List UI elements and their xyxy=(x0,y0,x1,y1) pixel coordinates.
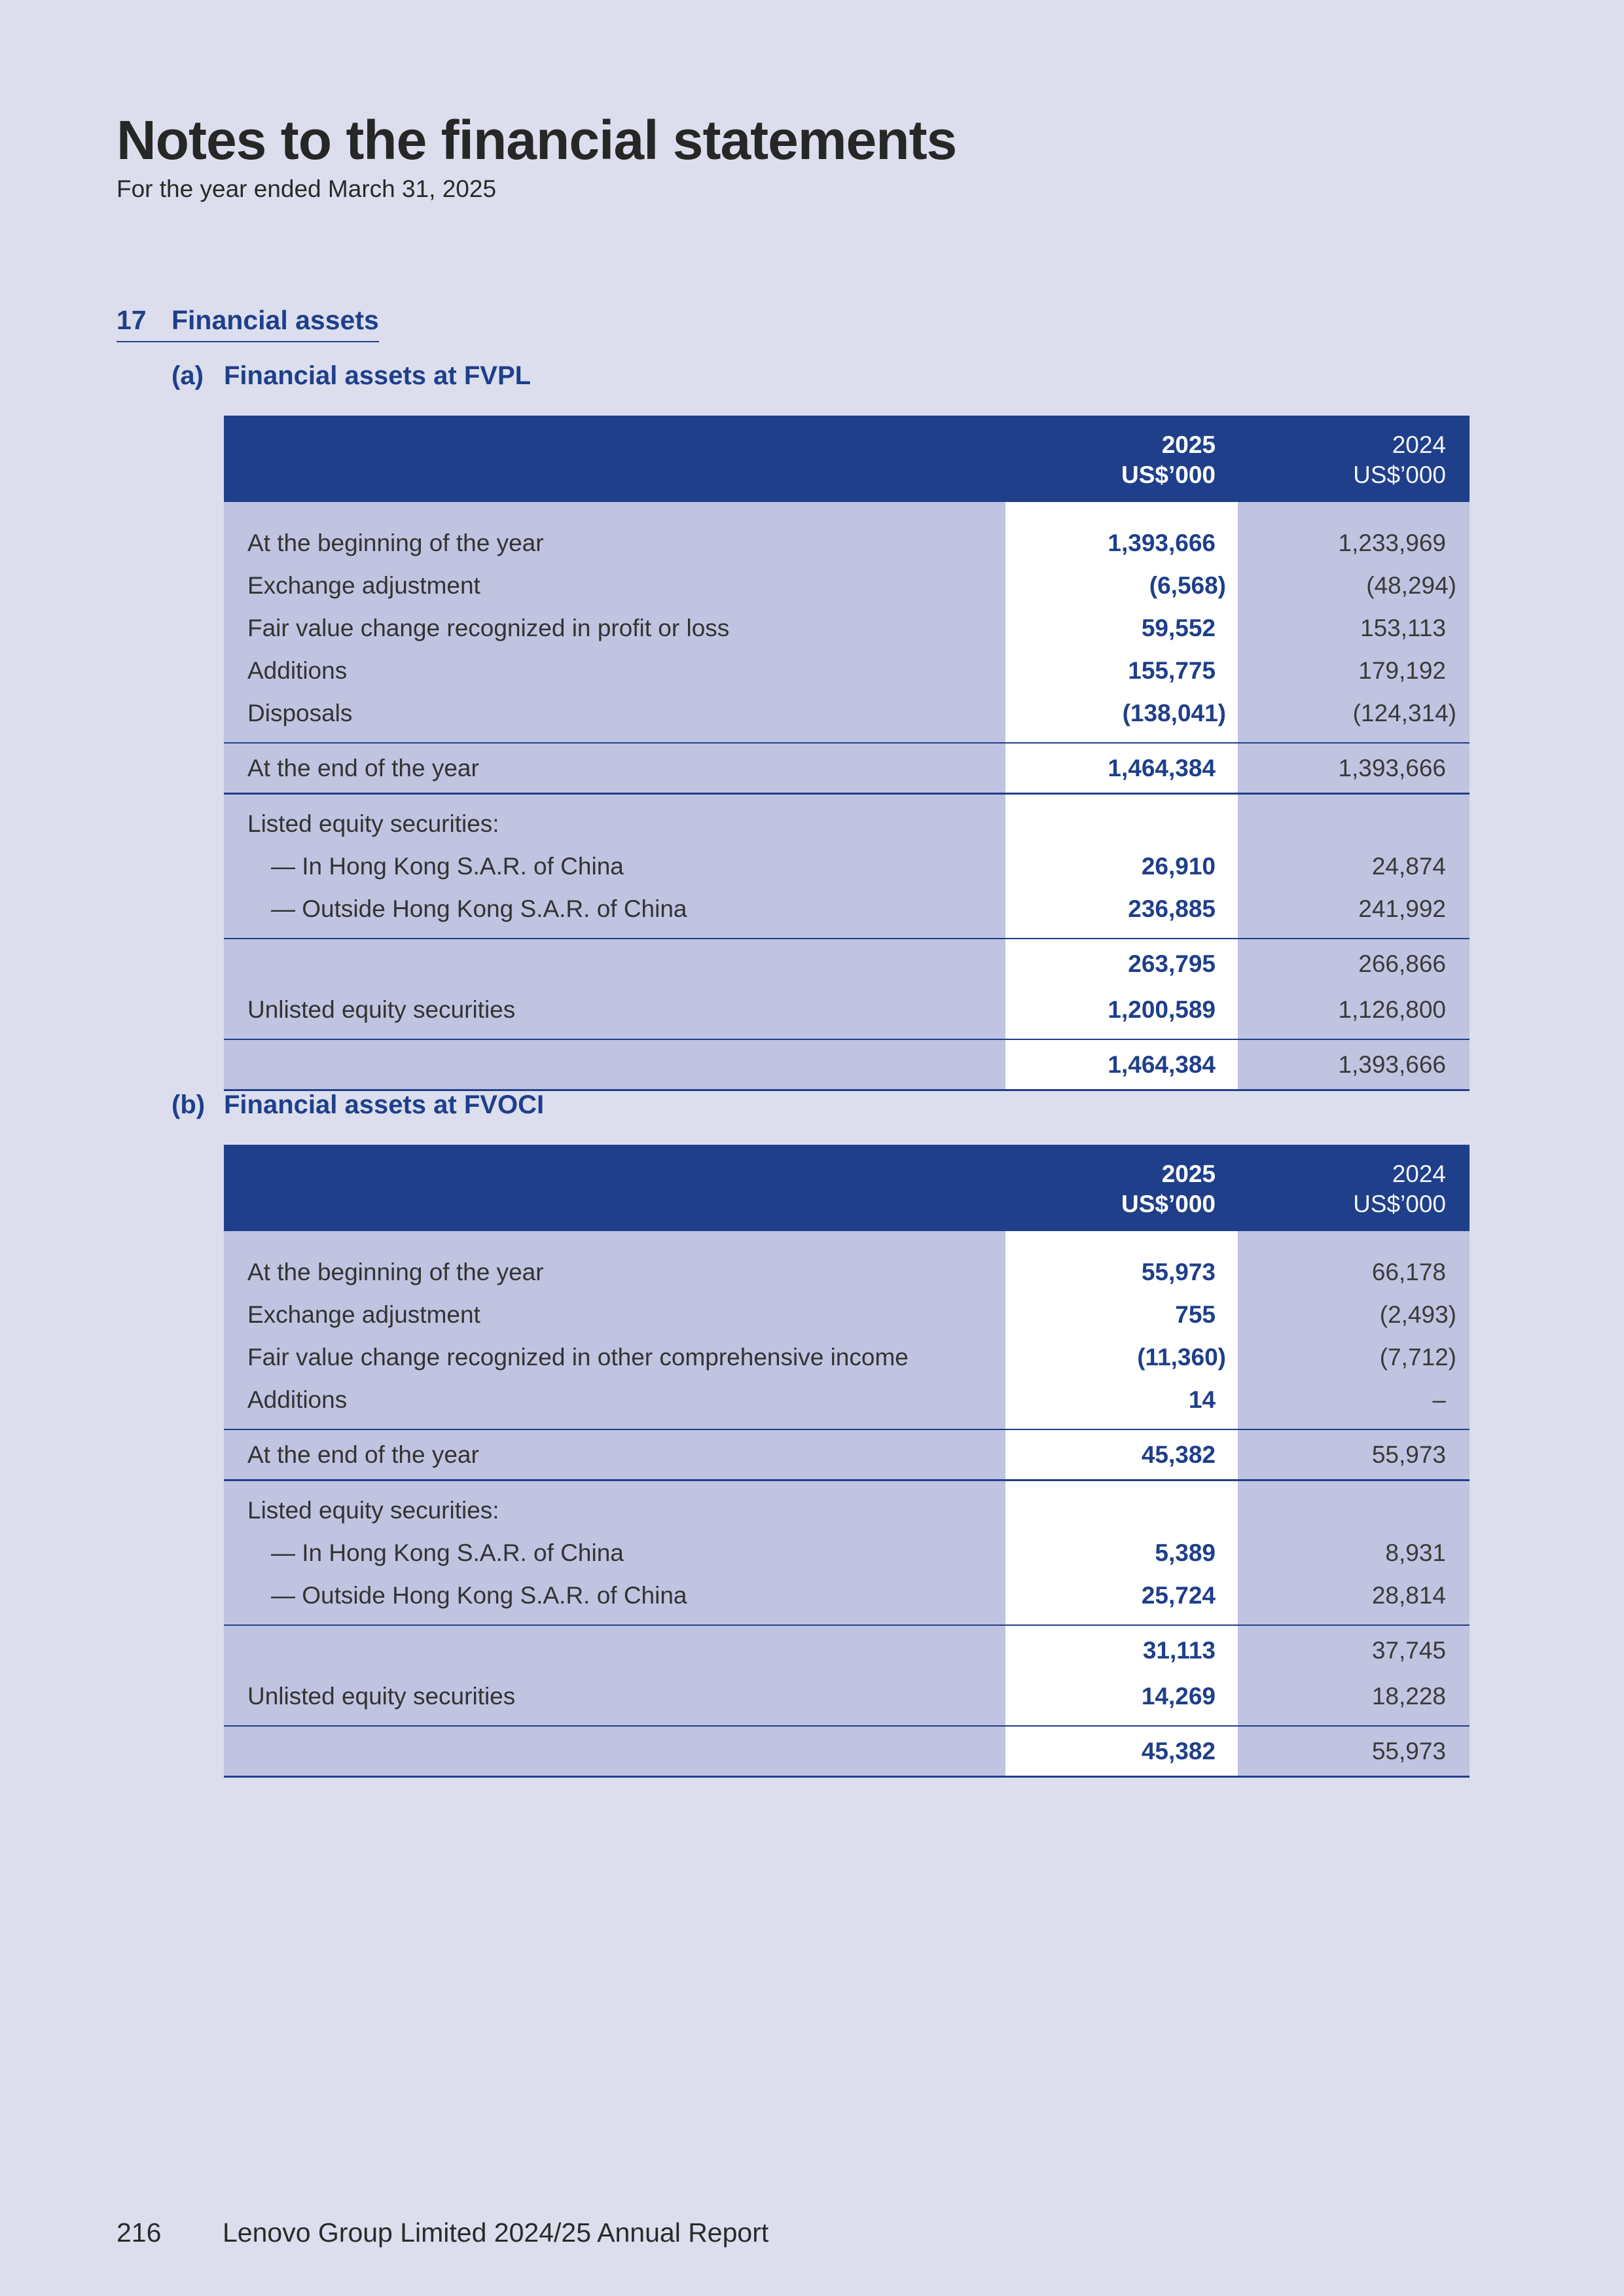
value-2025: 236,885 xyxy=(1128,895,1216,922)
page-title: Notes to the financial statements xyxy=(117,109,957,171)
table-row xyxy=(224,607,1470,649)
value-2025: 755 xyxy=(1175,1301,1216,1328)
table-header xyxy=(224,416,1470,502)
column-unit: US$’000 xyxy=(1353,461,1446,488)
value-2025: 31,113 xyxy=(1142,1637,1216,1664)
column-header-2025 xyxy=(1121,1159,1216,1219)
row-label: At the beginning of the year xyxy=(247,529,544,556)
table-row-total xyxy=(224,1429,1470,1481)
value-2025: 14 xyxy=(1188,1386,1216,1413)
value-2024: 24,874 xyxy=(1371,853,1446,880)
value-2024: 1,126,800 xyxy=(1338,996,1446,1023)
fvoci-table xyxy=(224,1145,1470,1778)
table-header xyxy=(224,1145,1470,1231)
table-row xyxy=(224,1336,1470,1378)
table-row xyxy=(224,988,1470,1031)
subsection-heading-fvpl xyxy=(171,361,531,391)
value-2024: 179,192 xyxy=(1358,657,1446,684)
row-label: Fair value change recognized in profit or loss xyxy=(247,615,730,641)
value-2025: 25,724 xyxy=(1141,1582,1216,1609)
table-row xyxy=(224,522,1470,564)
column-unit: US$’000 xyxy=(1353,1191,1446,1217)
value-2024: 18,228 xyxy=(1371,1683,1446,1710)
value-2025: 14,269 xyxy=(1141,1683,1216,1710)
page-number: 216 xyxy=(117,2217,162,2248)
table-row xyxy=(224,1489,1470,1532)
column-unit: US$’000 xyxy=(1121,461,1216,488)
value-2025: 263,795 xyxy=(1128,950,1216,977)
page-subtitle: For the year ended March 31, 2025 xyxy=(117,175,497,202)
value-2024: 1,393,666 xyxy=(1338,755,1446,781)
row-label: — In Hong Kong S.A.R. of China xyxy=(271,1539,624,1566)
table-row xyxy=(224,888,1470,930)
subsection-label: (a) xyxy=(171,361,204,390)
subsection-label: (b) xyxy=(171,1090,206,1119)
row-label: At the beginning of the year xyxy=(247,1259,544,1285)
row-label: Unlisted equity securities xyxy=(247,1683,516,1710)
column-unit: US$’000 xyxy=(1121,1191,1216,1217)
value-2025: 55,973 xyxy=(1141,1259,1216,1285)
subsection-heading-fvoci xyxy=(171,1090,544,1120)
row-label: At the end of the year xyxy=(247,755,479,781)
column-header-2025 xyxy=(1121,430,1216,490)
table-row xyxy=(224,1532,1470,1574)
table-row-total xyxy=(224,742,1470,795)
table-row-grand-total xyxy=(224,1725,1470,1778)
fvpl-table xyxy=(224,416,1470,1091)
row-label: Listed equity securities: xyxy=(247,1497,499,1524)
column-year: 2025 xyxy=(1161,431,1216,458)
table-row xyxy=(224,802,1470,845)
value-2025: 1,464,384 xyxy=(1108,1051,1216,1078)
row-label: At the end of the year xyxy=(247,1441,479,1468)
column-year: 2024 xyxy=(1392,1160,1446,1187)
value-2025: 45,382 xyxy=(1141,1441,1216,1468)
value-2025: 1,200,589 xyxy=(1108,996,1216,1023)
table-row xyxy=(224,649,1470,692)
column-year: 2025 xyxy=(1161,1160,1216,1187)
value-2025: 26,910 xyxy=(1141,853,1216,880)
value-2024: 241,992 xyxy=(1358,895,1446,922)
subsection-title: Financial assets at FVOCI xyxy=(224,1090,545,1119)
value-2024: (2,493) xyxy=(1379,1301,1456,1328)
row-label: — In Hong Kong S.A.R. of China xyxy=(271,853,624,880)
row-label: Exchange adjustment xyxy=(247,1301,480,1328)
table-row xyxy=(224,845,1470,888)
section-heading xyxy=(117,305,379,342)
subsection-title: Financial assets at FVPL xyxy=(224,361,532,390)
value-2024: 266,866 xyxy=(1358,950,1446,977)
value-2025: 1,393,666 xyxy=(1108,529,1216,556)
value-2024: 66,178 xyxy=(1371,1259,1446,1285)
value-2025: 45,382 xyxy=(1141,1738,1216,1765)
table-body xyxy=(224,1231,1470,1778)
value-2024: – xyxy=(1432,1386,1446,1413)
table-row xyxy=(224,564,1470,607)
row-label: Unlisted equity securities xyxy=(247,996,516,1023)
table-row-subtotal xyxy=(224,938,1470,988)
value-2024: 28,814 xyxy=(1371,1582,1446,1609)
table-row xyxy=(224,692,1470,734)
value-2024: 55,973 xyxy=(1371,1441,1446,1468)
row-label: Fair value change recognized in other comprehensive income xyxy=(247,1344,909,1371)
table-row-grand-total xyxy=(224,1039,1470,1091)
column-header-2024 xyxy=(1353,1159,1446,1219)
page-footer xyxy=(117,2217,768,2248)
value-2025: 59,552 xyxy=(1141,615,1216,641)
value-2024: (124,314) xyxy=(1352,700,1456,726)
value-2024: 37,745 xyxy=(1371,1637,1446,1664)
row-label: — Outside Hong Kong S.A.R. of China xyxy=(271,895,687,922)
value-2024: (48,294) xyxy=(1366,572,1456,599)
value-2025: (11,360) xyxy=(1137,1344,1226,1371)
value-2025: (6,568) xyxy=(1149,572,1226,599)
value-2024: 1,233,969 xyxy=(1338,529,1446,556)
row-label: Listed equity securities: xyxy=(247,810,499,837)
value-2025: 5,389 xyxy=(1155,1539,1216,1566)
table-row xyxy=(224,1574,1470,1617)
column-header-2024 xyxy=(1353,430,1446,490)
value-2024: 1,393,666 xyxy=(1338,1051,1446,1078)
table-row xyxy=(224,1251,1470,1293)
row-label: Additions xyxy=(247,1386,348,1413)
table-row xyxy=(224,1675,1470,1717)
value-2024: 8,931 xyxy=(1385,1539,1446,1566)
table-row xyxy=(224,1293,1470,1336)
row-label: — Outside Hong Kong S.A.R. of China xyxy=(271,1582,687,1609)
value-2024: 153,113 xyxy=(1360,615,1446,641)
value-2024: (7,712) xyxy=(1379,1344,1456,1371)
section-title: Financial assets xyxy=(171,305,379,335)
row-label: Disposals xyxy=(247,700,353,726)
table-body xyxy=(224,502,1470,1091)
row-label: Exchange adjustment xyxy=(247,572,480,599)
section-number: 17 xyxy=(117,305,147,335)
column-year: 2024 xyxy=(1392,431,1446,458)
table-row xyxy=(224,1378,1470,1421)
value-2025: 1,464,384 xyxy=(1108,755,1216,781)
publication-title: Lenovo Group Limited 2024/25 Annual Report xyxy=(223,2217,769,2248)
value-2024: 55,973 xyxy=(1371,1738,1446,1765)
value-2025: 155,775 xyxy=(1128,657,1216,684)
table-row-subtotal xyxy=(224,1624,1470,1675)
row-label: Additions xyxy=(247,657,348,684)
value-2025: (138,041) xyxy=(1122,700,1226,726)
